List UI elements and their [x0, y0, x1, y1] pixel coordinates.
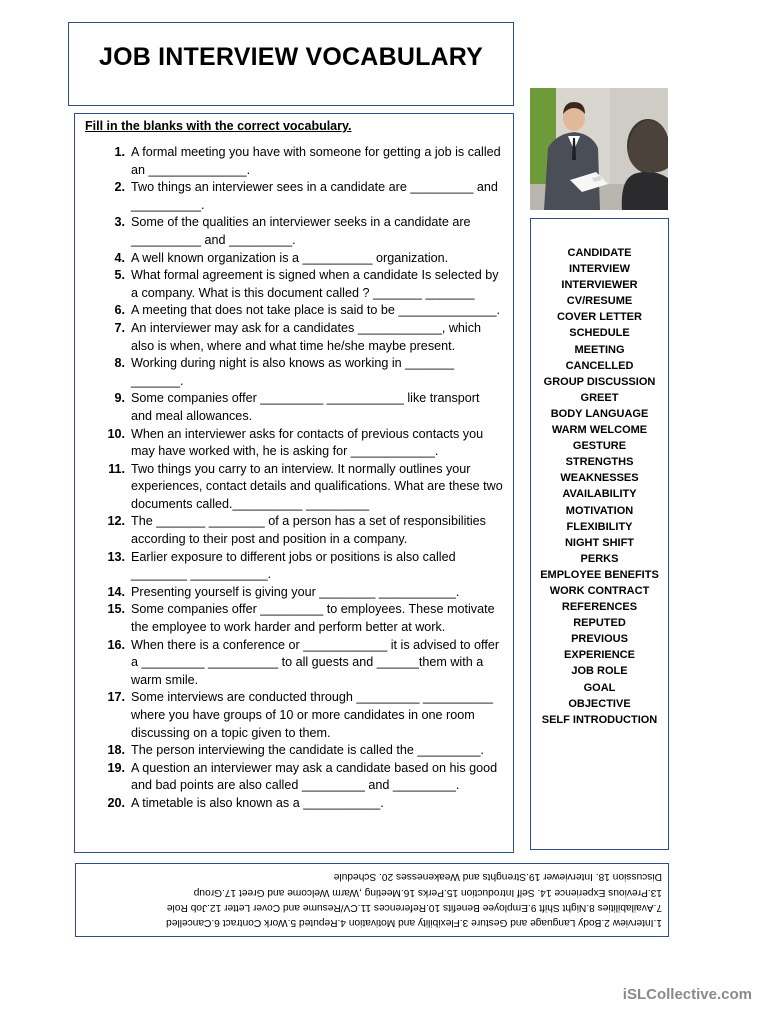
question-item	[75, 689, 507, 742]
answer-key-line: 1.Interview 2.Body Language and Gesture 3.Flexibility and Motivation 4.Reputed 5.Work Contract 6.Cancelled	[166, 916, 662, 928]
question-text: What formal agreement is signed when a candidate Is selected by a company. What is this document called ? _______ _______	[131, 268, 499, 300]
word-bank-item: STRENGTHS	[565, 456, 634, 469]
question-text: An interviewer may ask for a candidates ____________, which also is when, where and what time he/she maybe present.	[131, 320, 482, 353]
question-number: 19.	[107, 760, 125, 775]
question-list	[75, 144, 507, 813]
answer-key-line: 13.Previous Experience 14. Self Introduction 15.Perks 16.Meeting ,Warm Welcome and Greet 17.Group	[193, 886, 662, 898]
word-bank-item: NIGHT SHIFT	[564, 536, 635, 549]
word-bank-item: FLEXIBILITY	[566, 520, 633, 533]
question-number: 15.	[107, 602, 125, 617]
word-bank-item: GROUP DISCUSSION	[543, 375, 656, 388]
question-item	[75, 302, 507, 320]
word-bank-item: JOB ROLE	[571, 665, 628, 678]
question-text: A formal meeting you have with someone for getting a job is called an ______________.	[131, 145, 501, 177]
question-text: When there is a conference or ____________ it is advised to offer a _________ __________ to all guests and ______them with a warm smile.	[131, 637, 500, 687]
question-item	[75, 426, 507, 461]
question-number: 6.	[114, 303, 125, 318]
question-text: The _______ ________ of a person has a set of responsibilities according to their post and position in a company.	[131, 514, 486, 547]
question-number: 10.	[107, 426, 125, 441]
word-bank-item: WARM WELCOME	[551, 424, 648, 437]
question-number: 5.	[114, 268, 125, 283]
question-item	[75, 267, 507, 302]
question-text: A meeting that does not take place is said to be ______________.	[131, 303, 500, 318]
word-bank-item: CV/RESUME	[566, 295, 633, 308]
question-text: A well known organization is a __________ organization.	[131, 250, 449, 265]
question-item	[75, 549, 507, 584]
word-bank-item: EMPLOYEE BENEFITS	[540, 568, 659, 581]
question-text: Earlier exposure to different jobs or positions is also called ________ ___________.	[131, 549, 456, 582]
question-item	[75, 637, 507, 690]
question-number: 12.	[107, 514, 125, 529]
question-item	[75, 795, 507, 813]
question-item	[75, 513, 507, 548]
word-bank-item: REFERENCES	[561, 601, 638, 614]
question-number: 8.	[114, 356, 125, 371]
word-bank-item: GOAL	[583, 681, 616, 694]
word-bank-item: INTERVIEW	[569, 263, 630, 276]
site-watermark: iSLCollective.com	[622, 986, 752, 1003]
question-item	[75, 144, 507, 179]
word-bank-box	[530, 218, 669, 850]
word-bank-item: EXPERIENCE	[564, 649, 635, 662]
question-text: A timetable is also known as a ___________.	[131, 795, 384, 810]
word-bank-list	[531, 245, 668, 728]
word-bank-item: GESTURE	[572, 440, 627, 453]
question-text: Working during night is also knows as working in _______ _______.	[131, 356, 455, 388]
question-number: 3.	[114, 215, 125, 230]
question-text: A question an interviewer may ask a candidate based on his good and bad points are also called _________ and _________.	[131, 760, 498, 793]
question-text: Presenting yourself is giving your ________ ___________.	[131, 584, 460, 599]
word-bank-item: AVAILABILITY	[562, 488, 637, 501]
word-bank-item: WEAKNESSES	[560, 472, 639, 485]
title-box	[68, 22, 514, 106]
question-number: 4.	[114, 250, 125, 265]
word-bank-item: SCHEDULE	[569, 327, 630, 340]
word-bank-item: REPUTED	[573, 617, 626, 630]
question-item	[75, 742, 507, 760]
word-bank-item: GREET	[580, 391, 619, 404]
question-text: Two things an interviewer sees in a candidate are _________ and __________.	[131, 180, 498, 212]
question-number: 18.	[107, 743, 125, 758]
question-item	[75, 320, 507, 355]
exercise-box	[74, 113, 514, 853]
question-item	[75, 250, 507, 268]
answer-key-line: Discussion 18. Interviewer 19.Strenghts and Weakenesses 20. Schedule	[333, 871, 662, 883]
question-item	[75, 214, 507, 249]
question-item	[75, 760, 507, 795]
interview-photo-image	[530, 88, 668, 210]
question-number: 2.	[114, 180, 125, 195]
question-text: Some companies offer _________ to employees. These motivate the employee to work harder and perform better at work.	[131, 602, 495, 635]
question-item	[75, 601, 507, 636]
question-number: 11.	[108, 461, 125, 476]
answer-key-box	[75, 863, 669, 937]
question-number: 20.	[107, 795, 125, 810]
question-number: 17.	[107, 690, 125, 705]
word-bank-item: MEETING	[574, 343, 625, 356]
question-number: 16.	[107, 637, 125, 652]
word-bank-item: MOTIVATION	[565, 504, 634, 517]
word-bank-item: PERKS	[580, 552, 619, 565]
question-text: Some companies offer _________ ___________ like transport and meal allowances.	[131, 391, 480, 423]
question-number: 13.	[107, 549, 125, 564]
word-bank-item: INTERVIEWER	[561, 279, 638, 292]
question-item	[75, 355, 507, 390]
question-text: When an interviewer asks for contacts of previous contacts you may have worked with, he is asking for ____________.	[131, 426, 484, 459]
question-item	[75, 390, 507, 425]
word-bank-item: CANDIDATE	[567, 247, 632, 259]
instruction-text: Fill in the blanks with the correct vocabulary.	[85, 119, 352, 133]
question-number: 1.	[114, 145, 125, 159]
word-bank-item: WORK CONTRACT	[549, 584, 650, 597]
word-bank-item: OBJECTIVE	[568, 697, 631, 710]
question-number: 14.	[107, 584, 125, 599]
word-bank-item: PREVIOUS	[571, 633, 628, 646]
interview-photo	[530, 88, 668, 210]
question-text: Two things you carry to an interview. It normally outlines your experiences, contact details and qualifications. What are these two documents called.__________ _________	[131, 461, 503, 511]
word-bank-item: BODY LANGUAGE	[550, 407, 649, 420]
question-item	[75, 461, 507, 514]
answer-key-text	[82, 869, 662, 930]
question-number: 7.	[114, 320, 125, 335]
worksheet-title: JOB INTERVIEW VOCABULARY	[99, 43, 483, 71]
answer-key-line: 7.Availabilities 8.Night Shift 9.Employee Benefits 10.References 11.CV/Resume and Cover Letter 12.Job Role	[166, 901, 662, 913]
question-item	[75, 179, 507, 214]
question-text: The person interviewing the candidate is called the _________.	[131, 743, 484, 758]
question-text: Some of the qualities an interviewer seeks in a candidate are __________ and _________.	[131, 215, 471, 247]
question-text: Some interviews are conducted through _________ __________ where you have groups of 10 or more candidates in one room discussing on a topic given to them.	[131, 690, 493, 740]
word-bank-item: COVER LETTER	[557, 311, 642, 324]
word-bank-item: SELF INTRODUCTION	[541, 713, 658, 726]
word-bank-item: CANCELLED	[565, 359, 634, 372]
question-item	[75, 584, 507, 602]
question-number: 9.	[114, 391, 125, 406]
